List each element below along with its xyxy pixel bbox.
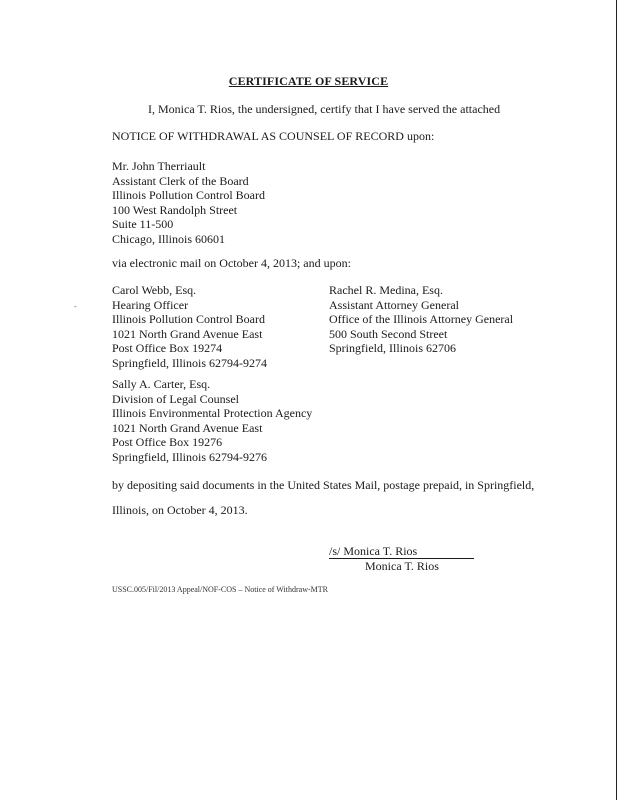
- address-line: 1021 North Grand Avenue East: [112, 326, 263, 341]
- address-line: Division of Legal Counsel: [112, 391, 239, 406]
- address-line: Post Office Box 19276: [112, 435, 223, 450]
- address-line: Suite 11-500: [112, 217, 174, 232]
- address-line: Carol Webb, Esq.: [112, 283, 197, 297]
- address-line: Assistant Clerk of the Board: [112, 173, 249, 188]
- address-line: Post Office Box 19274: [112, 341, 223, 356]
- address-line: Springfield, Illinois 62706: [329, 341, 456, 356]
- signature-line: /s/ Monica T. Rios: [329, 545, 474, 559]
- deposit-statement-date: Illinois, on October 4, 2013.: [112, 503, 248, 517]
- address-line: Assistant Attorney General: [329, 297, 459, 312]
- address-carter: [112, 377, 312, 465]
- margin-mark: -: [74, 302, 77, 311]
- document-footer-ref: USSC.005/Fil/2013 Appeal/NOF-COS – Notice of Withdraw-MTR: [112, 585, 328, 594]
- address-line: Sally A. Carter, Esq.: [112, 377, 211, 391]
- address-line: Rachel R. Medina, Esq.: [329, 283, 443, 297]
- address-medina: [329, 283, 513, 356]
- signer-name: Monica T. Rios: [365, 559, 439, 573]
- via-electronic-mail: via electronic mail on October 4, 2013; and upon:: [112, 256, 351, 270]
- address-line: 1021 North Grand Avenue East: [112, 420, 263, 435]
- address-line: 100 West Randolph Street: [112, 202, 238, 217]
- address-line: Springfield, Illinois 62794-9276: [112, 449, 267, 464]
- address-line: Mr. John Therriault: [112, 159, 206, 173]
- address-line: Illinois Environmental Protection Agency: [112, 406, 313, 421]
- deposit-statement: by depositing said documents in the United States Mail, postage prepaid, in Springfield,: [112, 478, 535, 492]
- notice-line: NOTICE OF WITHDRAWAL AS COUNSEL OF RECORD upon:: [112, 129, 435, 143]
- address-line: Office of the Illinois Attorney General: [329, 312, 514, 327]
- address-line: Hearing Officer: [112, 297, 189, 312]
- intro-sentence: I, Monica T. Rios, the undersigned, certify that I have served the attached: [148, 102, 501, 116]
- address-line: Illinois Pollution Control Board: [112, 188, 266, 203]
- address-webb: [112, 283, 267, 371]
- address-line: Illinois Pollution Control Board: [112, 312, 266, 327]
- address-line: Springfield, Illinois 62794-9274: [112, 355, 267, 370]
- address-line: Chicago, Illinois 60601: [112, 231, 225, 246]
- address-line: 500 South Second Street: [329, 326, 448, 341]
- certificate-title: CERTIFICATE OF SERVICE: [228, 74, 389, 88]
- address-clerk: [112, 159, 265, 247]
